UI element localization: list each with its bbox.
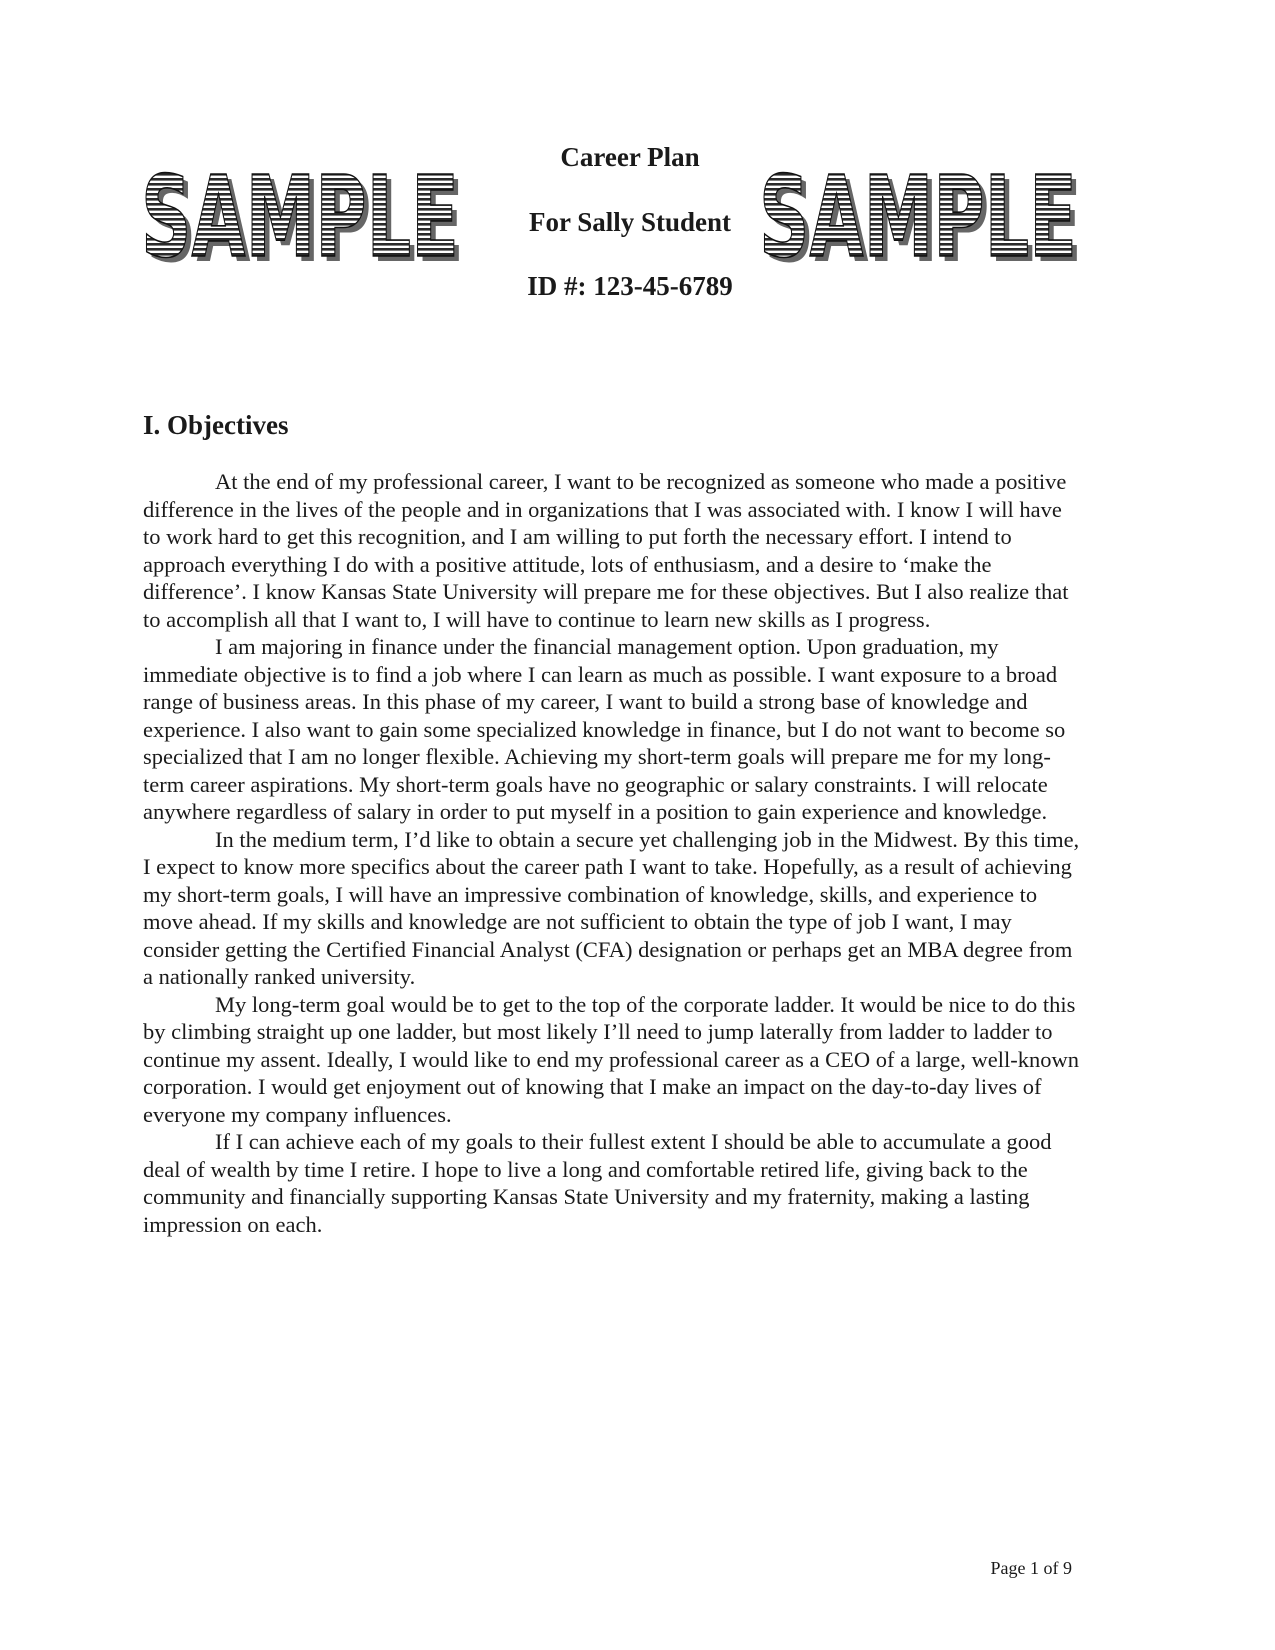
sample-stamp-left: [130, 158, 470, 268]
paragraph: I am majoring in finance under the financial management option. Upon graduation, my immediate objective is to find a job where I can learn as much as possible. I want exposure to a broad range of business areas. In this phase of my career, I want to build a strong base of knowledge and experience. I also want to gain some specialized knowledge in finance, but I do not want to become so specialized that I am no longer flexible. Achieving my short-term goals will prepare me for my long-term career aspirations. My short-term goals have no geographic or salary constraints. I will relocate anywhere regardless of salary in order to put myself in a position to gain experience and knowledge.: [143, 634, 1066, 824]
section-heading-objectives: I. Objectives: [143, 410, 289, 440]
svg-text:SAMPLE: SAMPLE: [759, 158, 1077, 268]
paragraph: If I can achieve each of my goals to their fullest extent I should be able to accumulate a good deal of wealth by time I retire. I hope to live a long and comfortable retired life, giving back to the community and financially supporting Kansas State University and my fraternity, making a lasting impression on each.: [143, 1129, 1052, 1237]
svg-text:SAMPLE: SAMPLE: [146, 158, 464, 268]
document-title: Career Plan: [560, 142, 700, 172]
sample-stamp-graphic: [130, 158, 470, 268]
svg-text:SAMPLE: SAMPLE: [764, 158, 1082, 268]
sample-stamp-graphic: [748, 158, 1088, 268]
svg-text:SAMPLE: SAMPLE: [141, 158, 459, 268]
student-name-line: For Sally Student: [528, 207, 732, 237]
objectives-body: [143, 468, 1083, 1238]
student-id-line: ID #: 123-45-6789: [527, 271, 733, 301]
paragraph: In the medium term, I’d like to obtain a secure yet challenging job in the Midwest. By this time, I expect to know more specifics about the career path I want to take. Hopefully, as a result of achieving my short-term goals, I will have an impressive combination of knowledge, skills, and experience to move ahead. If my skills and knowledge are not sufficient to obtain the type of job I want, I may consider getting the Certified Financial Analyst (CFA) designation or perhaps get an MBA degree from a nationally ranked university.: [143, 826, 1080, 989]
page-number: Page 1 of 9: [990, 1558, 1072, 1578]
paragraph: My long-term goal would be to get to the top of the corporate ladder. It would be nice to do this by climbing straight up one ladder, but most likely I’ll need to jump laterally from ladder to ladder to continue my assent. Ideally, I would like to end my professional career as a CEO of a large, well-known corporation. I would get enjoyment out of knowing that I make an impact on the day-to-day lives of everyone my company influences.: [143, 991, 1079, 1127]
sample-stamp-right: [748, 158, 1088, 268]
paragraph: At the end of my professional career, I want to be recognized as someone who made a positive difference in the lives of the people and in organizations that I was associated with. I know I will have to work hard to get this recognition, and I am willing to put forth the necessary effort. I intend to approach everything I do with a positive attitude, lots of enthusiasm, and a desire to ‘make the difference’. I know Kansas State University will prepare me for these objectives. But I also realize that to accomplish all that I want to, I will have to continue to learn new skills as I progress.: [143, 469, 1069, 632]
